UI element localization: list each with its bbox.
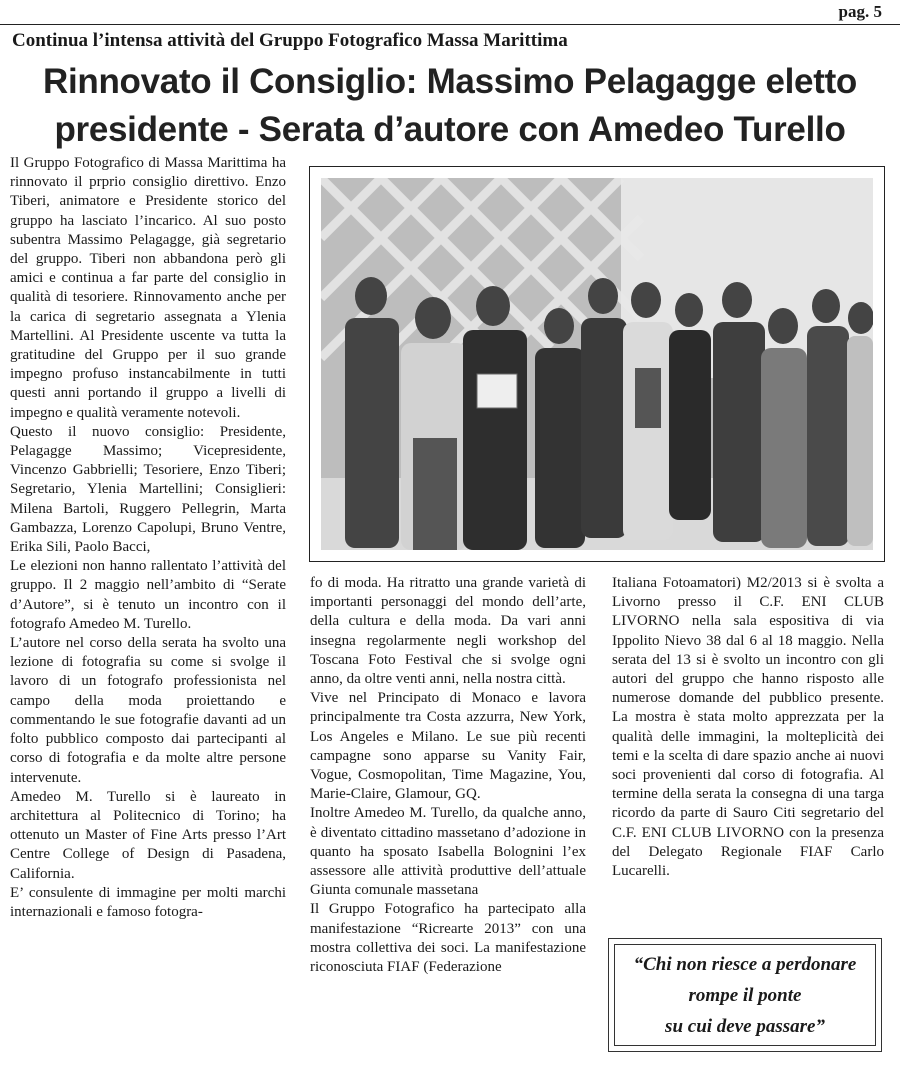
paragraph: Le elezioni non hanno rallentato l’attività del gruppo. Il 2 maggio nell’ambito di “Serate d’Autore”, si è tenuto un incontro con il fotografo Amedeo M. Turello. [10,558,286,632]
headline-line-1: Rinnovato il Consiglio: Massimo Pelagagge eletto [42,62,858,101]
paragraph: Vive nel Principato di Monaco e lavora principalmente tra Costa azzurra, New York, Los Angeles e Milano. Le sue più recenti campagne sono apparse su Vanity Fair, Vogue, Cosmopolitan, Time Magazine, You, Marie-Claire, Glamour, GQ. [310,690,586,803]
column-1 [10,154,286,922]
top-rule [0,24,900,25]
paragraph: Questo il nuovo consiglio: Presidente, Pelagagge Massimo; Vicepresidente, Vincenzo Gabbrielli; Tesoriere, Enzo Tiberi; Segretario, Ylenia Martellini; Consiglieri: Milena Bartoli, Ruggero Pellegrin, Marta Gambazza, Lorenzo Capolupi, Bruno Ventre, Erika Sili, Paolo Bacci, [10,423,286,556]
group-photo [321,178,873,550]
article-headline [0,58,900,154]
paragraph: Italiana Fotoamatori) M2/2013 si è svolta a Livorno presso il C.F. ENI CLUB LIVORNO nella sala espositiva di via Ippolito Nievo 38 dal 6 al 18 maggio. Nella serata del 13 si è svolto un incontro con gli autori del gruppo che hanno risposto alle numerose domande del pubblico presente. La mostra è stata molto apprezzata per la qualità delle immagini, la molteplicità dei temi e la scelta di dare spazio anche ai nuovi soci provenienti dal corso di fotografia. Al termine della serata la consegna di una targa ricordo da parte di Sauro Citi segretario del C.F. ENI CLUB LIVORNO con la presenza del Delegato Regionale FIAF Carlo Lucarelli. [612,575,884,880]
pull-quote: “Chi non riesce a perdonare rompe il ponte su cui deve passare” [633,953,857,1037]
group-photo-frame [309,166,885,562]
quote-box [608,938,882,1052]
column-3 [612,574,884,881]
headline-line-2: presidente - Serata d’autore con Amedeo Turello [54,110,846,149]
column-2 [310,574,586,977]
group-photo-illustration [321,178,873,550]
article-kicker: Continua l’intensa attività del Gruppo Fotografico Massa Marittima [12,30,568,51]
paragraph: Amedeo M. Turello si è laureato in architettura al Politecnico di Torino; ha ottenuto un Master of Fine Arts presso l’Art Centre College of Design di Pasadena, California. [10,788,286,882]
quote-inner-frame [614,944,876,1046]
paragraph: Inoltre Amedeo M. Turello, da qualche anno, è diventato cittadino massetano d’adozione in quanto ha sposato Isabella Bolognini l’ex assessore alle attività produttive dell’attuale Giunta comunale massetana [310,805,586,899]
paragraph: Il Gruppo Fotografico di Massa Marittima ha rinnovato il prprio consiglio direttivo. Enzo Tiberi, animatore e Presidente storico del gruppo ha lasciato l’incarico. Al suo posto subentra Massimo Pelagagge, già segretario del gruppo. Tiberi non abbandona però gli amici e continua a far parte del consiglio in qualità di tesoriere. Rinnovamento anche per la carica di segretario assegnata a Ylenia Martellini. Al Presidente uscente va tutta la gratitudine del Gruppo per il suo grande impegno profuso instancabilmente in tutti questi anni portando il gruppo a livelli di impegno e qualità veramente notevoli. [10,155,286,421]
paragraph: E’ consulente di immagine per molti marchi internazionali e famoso fotogra- [10,884,286,920]
paragraph: L’autore nel corso della serata ha svolto una lezione di fotografia su come si svolge il lavoro di un fotografo professionista nel campo della moda proiettando e commentando le sue fotografie davanti ad un folto pubblico composto dai partecipanti al corso di fotografia e da molte altre persone intervenute. [10,635,286,786]
paragraph: fo di moda. Ha ritratto una grande varietà di importanti personaggi del mondo dell’arte, della cultura e della moda. Da vari anni insegna regolarmente negli workshop del Toscana Foto Festival che si svolge ogni anno, da oltre venti anni, nella nostra città. [310,575,586,688]
paragraph: Il Gruppo Fotografico ha partecipato alla manifestazione “Ricrearte 2013” con una mostra collettiva dei soci. La manifestazione riconosciuta FIAF (Federazione [310,901,586,976]
page-number: pag. 5 [838,2,882,21]
